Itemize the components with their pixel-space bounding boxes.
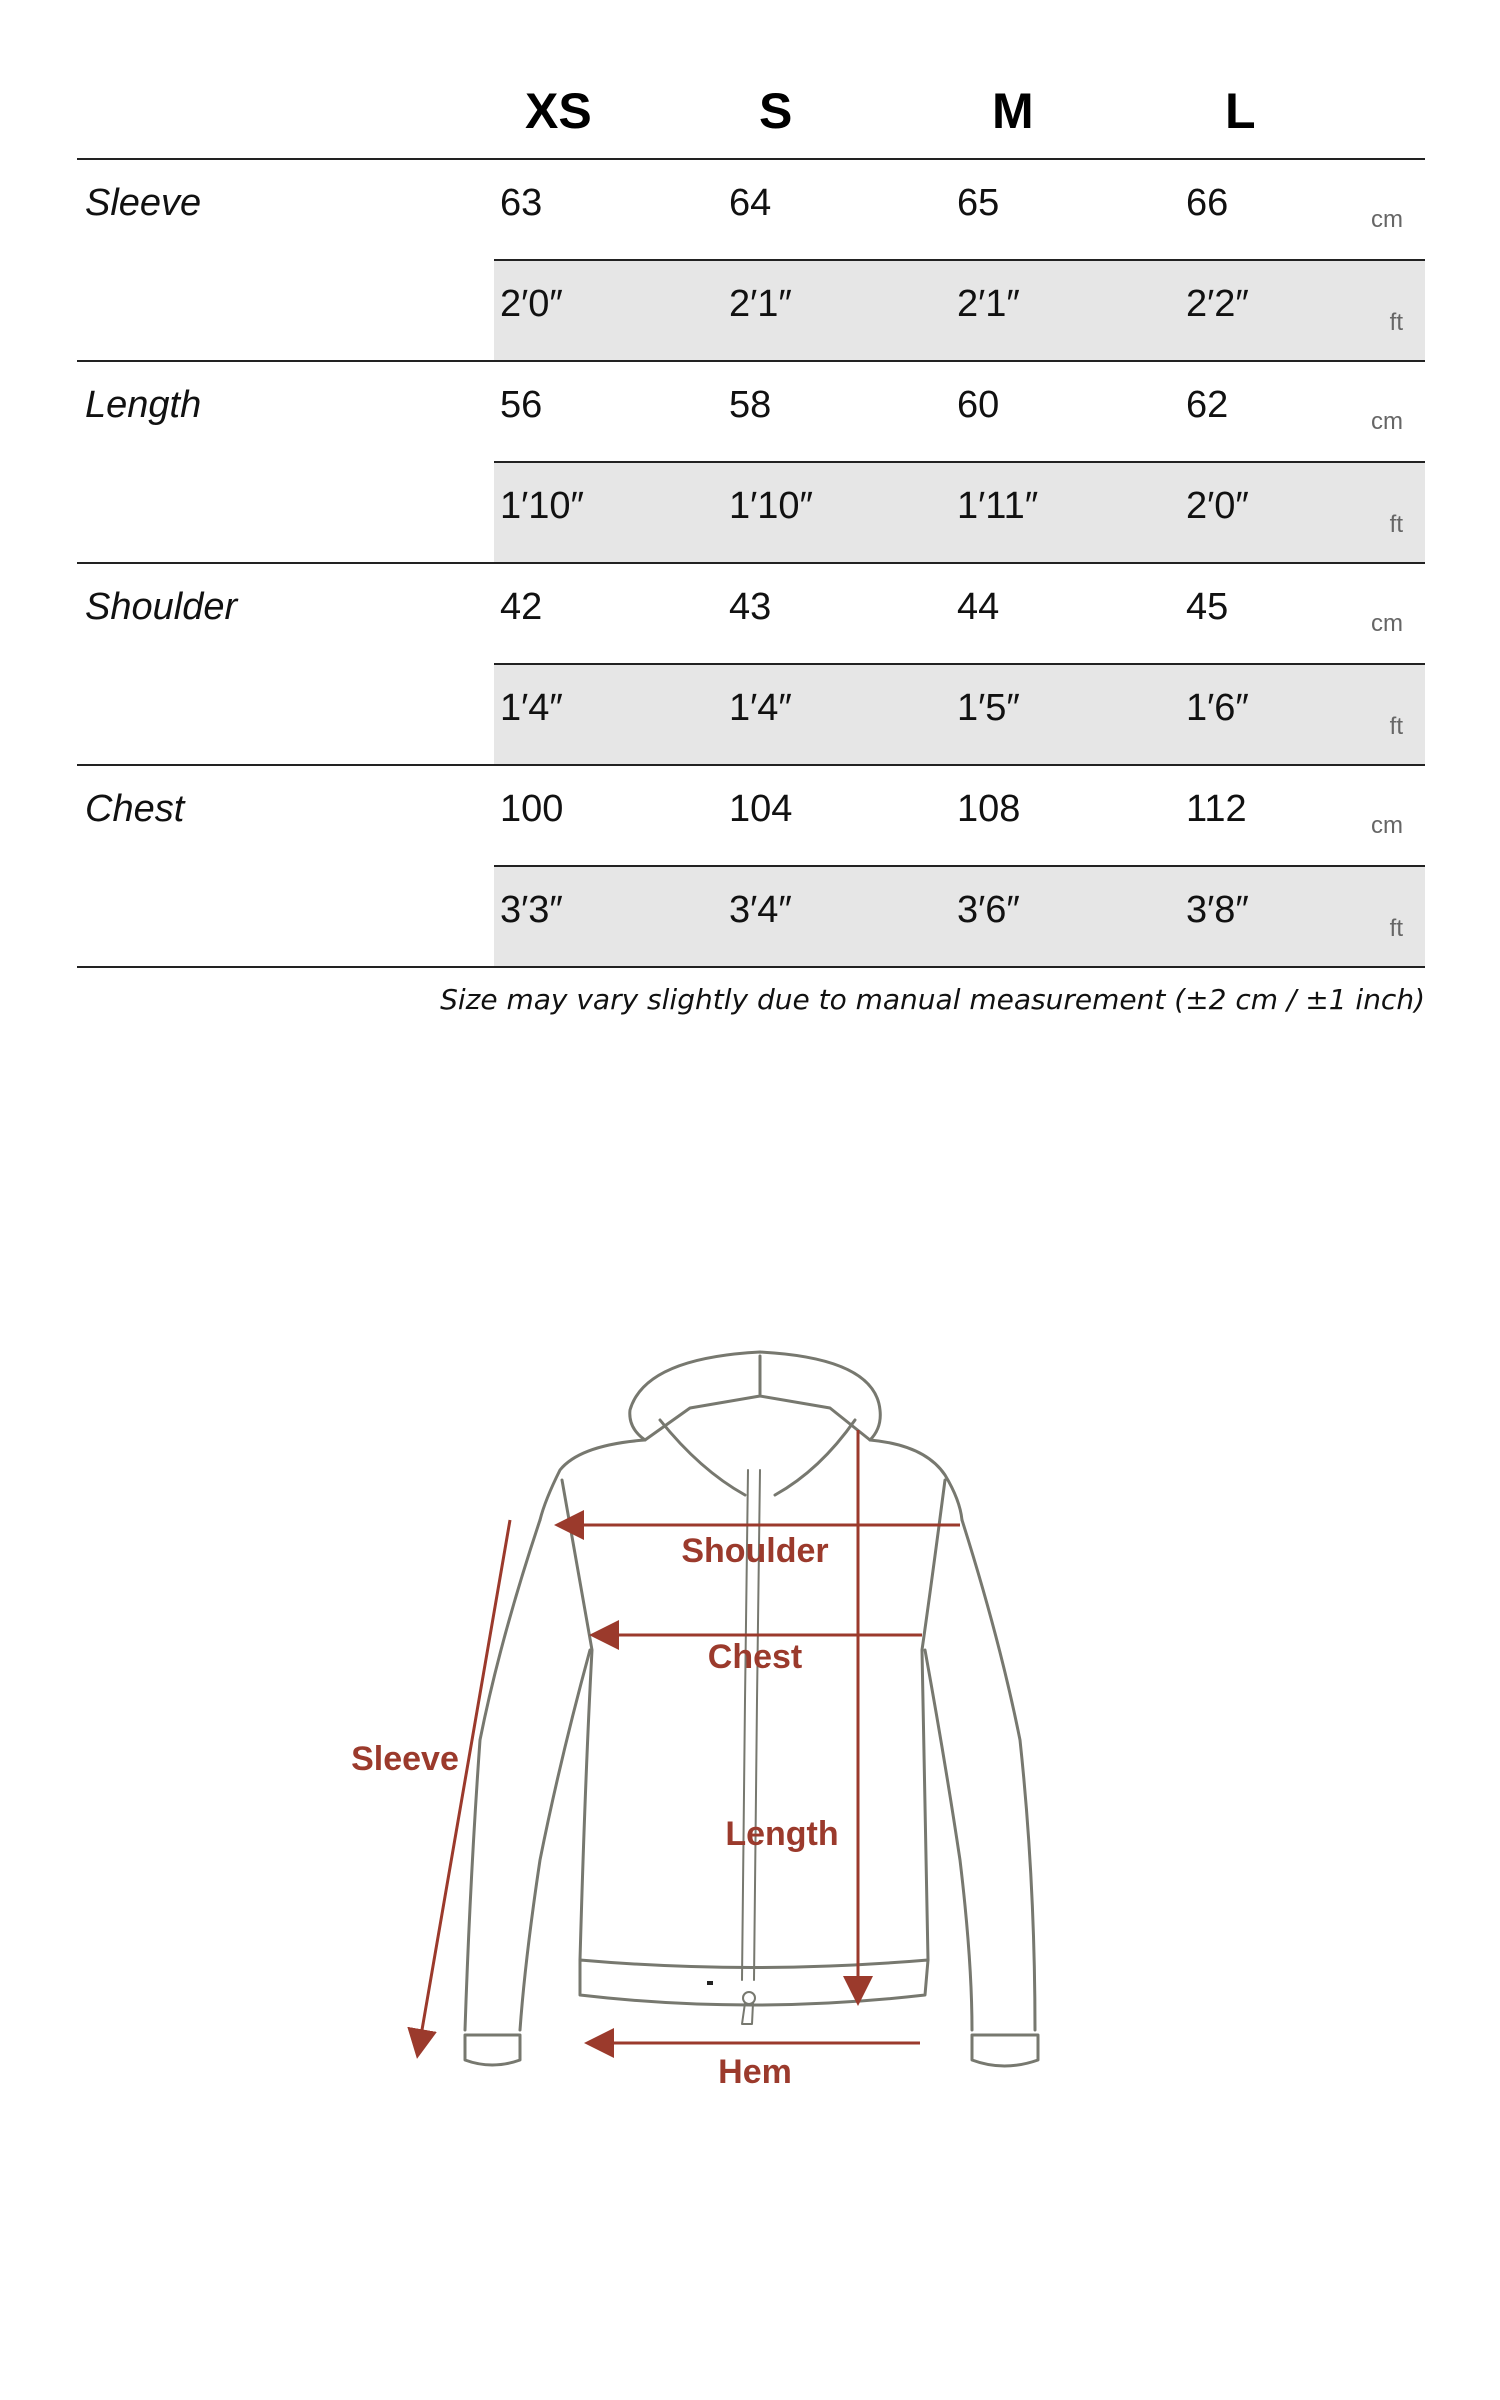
cm-row-shoulder: [494, 564, 1425, 665]
ft-row-sleeve: [494, 261, 1425, 360]
measurement-label-length: Length: [85, 384, 202, 426]
measurement-group-chest: [77, 766, 1425, 968]
value-cm: 64: [729, 182, 772, 224]
size-chart-table: [77, 60, 1425, 968]
cm-row-length: [494, 362, 1425, 463]
value-ft: 1′6″: [1186, 687, 1249, 729]
value-ft: 3′6″: [957, 889, 1020, 931]
measurement-note: Size may vary slightly due to manual measurement (±2 cm / ±1 inch): [440, 983, 1425, 1016]
unit-cm: cm: [1371, 812, 1403, 839]
unit-ft: ft: [1389, 511, 1403, 538]
measurement-arrows: [418, 1430, 960, 2053]
size-header-s: S: [759, 83, 793, 139]
chest-label: Chest: [707, 1638, 803, 1676]
value-cm: 56: [500, 384, 543, 426]
value-cm: 65: [957, 182, 1000, 224]
value-ft: 1′4″: [500, 687, 563, 729]
value-ft: 2′1″: [957, 283, 1020, 325]
size-header-m: M: [992, 83, 1034, 139]
value-ft: 2′1″: [729, 283, 792, 325]
value-cm: 43: [729, 586, 772, 628]
unit-ft: ft: [1389, 309, 1403, 336]
value-cm: 104: [729, 788, 793, 830]
length-label: Length: [725, 1815, 839, 1853]
ft-row-length: [494, 463, 1425, 562]
value-ft: 1′10″: [500, 485, 584, 527]
value-ft: 1′10″: [729, 485, 813, 527]
unit-ft: ft: [1389, 713, 1403, 740]
measurement-label-sleeve: Sleeve: [85, 182, 202, 224]
size-header-l: L: [1225, 83, 1256, 139]
measurement-group-shoulder: [77, 564, 1425, 766]
value-ft: 3′4″: [729, 889, 792, 931]
hoodie-measurement-diagram: [0, 1300, 1500, 2130]
size-header-row: [77, 60, 1425, 160]
measurement-label-shoulder: Shoulder: [85, 586, 238, 628]
value-ft: 1′5″: [957, 687, 1020, 729]
value-cm: 66: [1186, 182, 1229, 224]
hoodie-outline: [465, 1352, 1038, 2066]
unit-cm: cm: [1371, 206, 1403, 233]
ft-row-chest: [494, 867, 1425, 966]
value-ft: 2′0″: [500, 283, 563, 325]
value-cm: 42: [500, 586, 543, 628]
value-cm: 62: [1186, 384, 1229, 426]
value-cm: 45: [1186, 586, 1229, 628]
value-cm: 108: [957, 788, 1021, 830]
hem-tag: [707, 1981, 713, 1985]
value-ft: 3′8″: [1186, 889, 1249, 931]
value-ft: 2′0″: [1186, 485, 1249, 527]
cm-row-chest: [494, 766, 1425, 867]
value-ft: 3′3″: [500, 889, 563, 931]
hem-label: Hem: [718, 2053, 792, 2091]
sleeve-arrow: [418, 1520, 510, 2053]
value-ft: 2′2″: [1186, 283, 1249, 325]
value-cm: 63: [500, 182, 543, 224]
cm-row-sleeve: [494, 160, 1425, 261]
unit-cm: cm: [1371, 408, 1403, 435]
value-cm: 100: [500, 788, 564, 830]
ft-row-shoulder: [494, 665, 1425, 764]
size-header-xs: XS: [525, 83, 592, 139]
value-cm: 60: [957, 384, 1000, 426]
shoulder-label: Shoulder: [681, 1532, 829, 1570]
measurement-label-chest: Chest: [85, 788, 185, 830]
measurement-group-length: [77, 362, 1425, 564]
value-cm: 112: [1186, 788, 1247, 830]
unit-cm: cm: [1371, 610, 1403, 637]
sleeve-label: Sleeve: [351, 1740, 459, 1778]
value-ft: 1′4″: [729, 687, 792, 729]
value-ft: 1′11″: [957, 485, 1039, 527]
value-cm: 44: [957, 586, 1000, 628]
value-cm: 58: [729, 384, 772, 426]
measurement-group-sleeve: [77, 160, 1425, 362]
unit-ft: ft: [1389, 915, 1403, 942]
